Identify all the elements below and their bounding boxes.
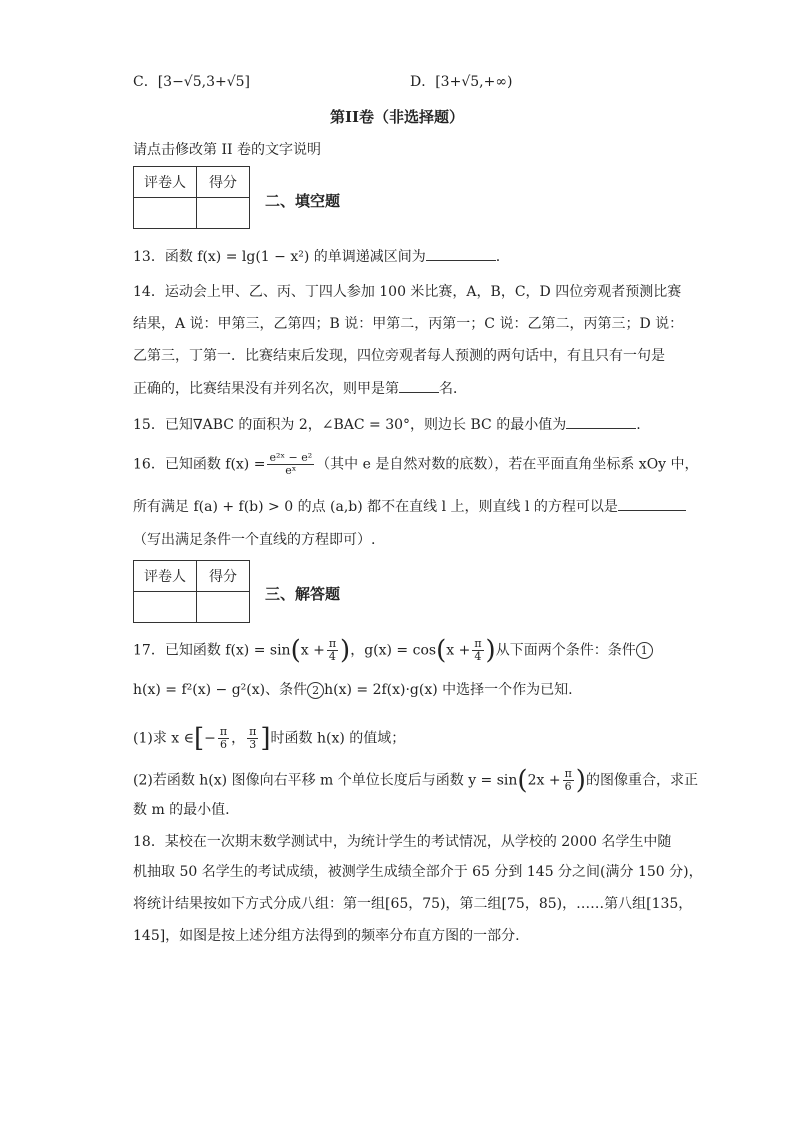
answer-blank [426,246,496,261]
part2-note: 请点击修改第 II 卷的文字说明 [133,142,321,158]
pi-over-6 [218,726,229,751]
answer-blank [618,496,686,511]
bracket-left: [ [194,723,205,754]
pi: π [249,725,257,738]
q17-line2b: h(x) = 2f(x)·g(x) 中选择一个作为已知. [324,682,573,698]
pi-over-4 [327,638,338,663]
q18-line4: 145]，如图是按上述分组方法得到的频率分布直方图的一部分. [133,928,520,944]
q14-line1: 14．运动会上甲、乙、丙、丁四人参加 100 米比赛，A，B，C，D 四位旁观者预测比赛 [133,284,682,300]
grader-cell [134,198,197,229]
pi-over-4 [472,638,483,663]
part2-title: 第II卷（非选择题） [329,108,465,126]
q17-p1c: ， [231,730,246,747]
paren-left: ( [517,765,528,796]
q16-num: e²ˣ − e² [269,451,313,464]
q14-line4a: 正确的，比赛结果没有并列名次，则甲是第 [133,381,399,397]
q16-line2: 所有满足 f(a) + f(b) > 0 的点 (a,b) 都不在直线 l 上，则直线 l 的方程可以是 [133,499,618,515]
score-table-2 [133,560,250,623]
q17-p2b: 2x + [527,772,561,789]
answer-blank [566,414,636,429]
paren-right: ) [575,765,586,796]
q17-b: x + [300,642,325,659]
score-cell [197,592,250,623]
q17-p1d: 时函数 h(x) 的值域； [270,730,406,747]
grader-header: 评卷人 [134,561,197,592]
q13-text: 13．函数 f(x) = lg(1 − x²) 的单调递减区间为 [133,249,426,265]
q15-end: . [636,417,641,433]
pi: π [328,637,337,650]
q17-part2 [133,765,698,796]
grader-header: 评卷人 [134,167,197,198]
q14-line4 [133,378,467,399]
six: 6 [564,780,572,793]
q18-line1: 18．某校在一次期末数学测试中，为统计学生的考试情况，从学校的 2000 名学生中随 [133,834,672,850]
bracket-right: ] [260,723,271,754]
q16-den: eˣ [285,464,297,477]
q17-line2a: h(x) = f²(x) − g²(x)、条件 [133,682,308,698]
q17-d: x + [446,642,471,659]
pi-over-3 [247,726,258,751]
pi-over-6 [563,768,574,793]
q17-e: 从下面两个条件：条件 [495,642,636,659]
q17-p2d: 数 m 的最小值. [133,802,230,818]
q17-a: 17．已知函数 f(x) = sin [133,642,291,659]
question-17 [133,635,653,666]
score-header: 得分 [197,167,250,198]
q17-part1 [133,723,406,754]
q17-line2 [133,680,573,700]
paren-right: ) [485,635,496,666]
grader-cell [134,592,197,623]
question-13 [133,246,500,267]
paren-left: ( [290,635,301,666]
q15-text: 15．已知∇ABC 的面积为 2，∠BAC = 30°，则边长 BC 的最小值为 [133,417,567,433]
q16-suffix: （其中 e 是自然对数的底数），若在平面直角坐标系 xOy 中， [316,456,699,473]
four: 4 [474,650,482,663]
q13-end: . [495,249,501,265]
q14-line2: 结果，A 说：甲第三，乙第四；B 说：甲第二，丙第一；C 说：乙第二，丙第三；D 说： [133,316,684,332]
q16-line2-row [133,496,686,517]
q17-p1b: − [204,730,216,747]
three: 3 [249,738,257,751]
pi: π [474,637,482,650]
pi: π [564,767,572,780]
circled-number-2: 2 [307,682,324,699]
answer-blank [399,378,439,393]
section2-title: 二、填空题 [265,192,341,210]
q14-line4b: 名． [439,381,467,397]
q16-fraction [267,452,314,477]
pi: π [219,725,228,738]
q17-p1a: (1)求 x ∈ [133,730,194,747]
section3-title: 三、解答题 [265,585,341,603]
score-table [133,166,250,229]
four: 4 [328,650,336,663]
q17-p2a: (2)若函数 h(x) 图像向右平移 m 个单位长度后与函数 y = sin [133,772,518,789]
six: 6 [220,738,227,751]
option-c: C．[3−√5,3+√5] [133,74,251,90]
paren-left: ( [436,635,447,666]
q18-line3: 将统计结果按如下方式分成八组：第一组[65，75)，第二组[75，85)，……第八组[135， [133,896,693,912]
q16-prefix: 16．已知函数 f(x) = [133,456,266,473]
q14-line3: 乙第三，丁第一．比赛结束后发现，四位旁观者每人预测的两句话中，有且只有一句是 [133,348,665,364]
q17-p2c: 的图像重合，求正 [585,772,698,789]
option-d: D．[3+√5,+∞) [410,74,513,90]
q17-c: ，g(x) = cos [350,642,437,659]
question-15 [133,414,641,435]
q16-line3: （写出满足条件一个直线的方程即可）. [133,532,376,548]
score-cell [197,198,250,229]
question-16 [133,452,699,477]
paren-right: ) [340,635,351,666]
score-header: 得分 [197,561,250,592]
q18-line2: 机抽取 50 名学生的考试成绩，被测学生成绩全部介于 65 分到 145 分之间(满分 150 分)， [133,864,703,880]
circled-number-1: 1 [636,642,653,659]
